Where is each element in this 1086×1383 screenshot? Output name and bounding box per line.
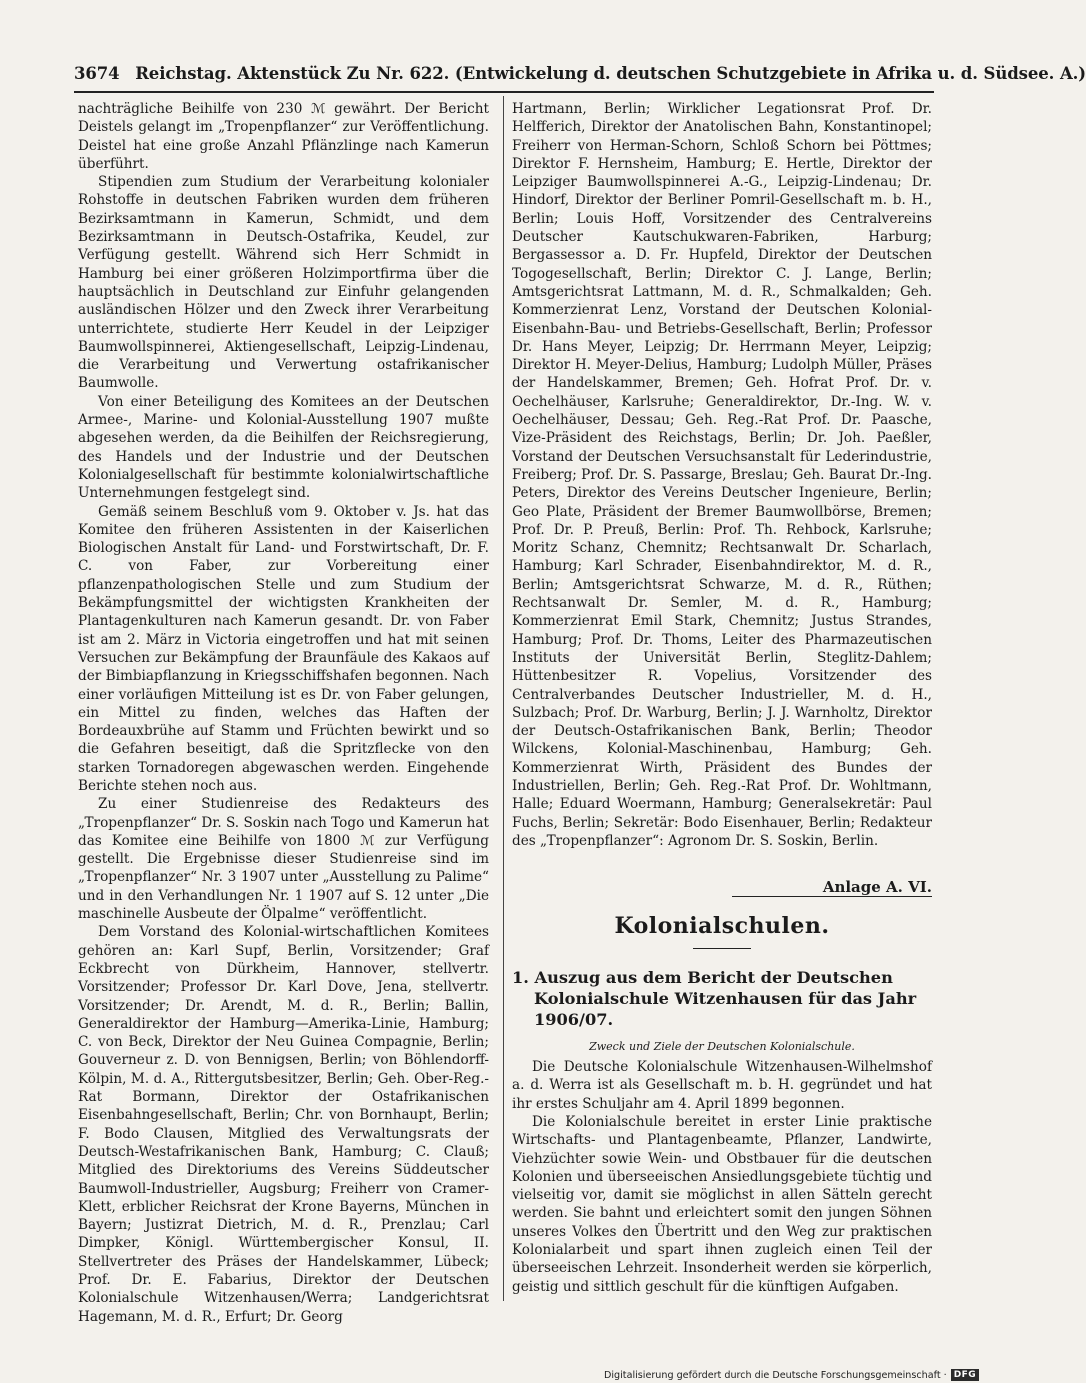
paragraph: Dem Vorstand des Kolonial-wirtschaftlichen Komitees gehören an: Karl Supf, Berlin, Vorsitzender; Graf Eckbrecht von Dürkheim, Hannover, stellvertr. Vorsitzender; Professor Dr. Karl Dove, Jena, stellvertr. Vorsitzender; Dr. Arendt, M. d. R., Berlin; Ballin, Generaldirektor der Hamburg—Amerika-Linie, Hamburg; C. von Beck, Direktor der Neu Guinea Compagnie, Berlin; Gouverneur z. D. von Bennigsen, Berlin; von Böhlendorff-Kölpin, M. d. A., Rittergutsbesitzer, Berlin; Geh. Ober-Reg.-Rat Bormann, Direktor der Ostafrikanischen Eisenbahngesellschaft, Berlin; Chr. von Bornhaupt, Berlin; F. Bodo Clausen, Mitglied des Verwaltungsrats der Deutsch-Westafrikanischen Bank, Hamburg; C. Clauß; Mitglied des Direktoriums des Vereins Süddeutscher Baumwoll-Industrieller, Augsburg; Freiherr von Cramer-Klett, erblicher Reichsrat der Krone Bayerns, München in Bayern; Justizrat Dietrich, M. d. R., Prenzlau; Carl Dimpker, Königl. Württembergischer Konsul, II. Stellvertreter des Präses der Handelskammer, Lübeck; Prof. Dr. E. Fabarius, Direktor der Deutschen Kolonialschule Witzenhausen/Werra; Landgerichtsrat Hagemann, M. d. R., Erfurt; Dr. Georg: [78, 924, 489, 1325]
page-number: 3674: [74, 64, 120, 83]
paragraph: nachträgliche Beihilfe von 230 ℳ gewährt. Der Bericht Deistels gelangt im „Tropenpflanzer“ zur Veröffentlichung. Deistel hat eine große Anzahl Pflänzlinge nach Kamerun überführt.: [78, 101, 489, 172]
footer-text: Digitalisierung gefördert durch die Deutsche Forschungsgemeinschaft ·: [604, 1369, 947, 1381]
left-column: [78, 100, 489, 1326]
header-rule: [74, 91, 934, 93]
subsection-title: 1. Auszug aus dem Bericht der Deutschen Kolonialschule Witzenhausen für das Jahr 1906/07.: [512, 967, 917, 1029]
paragraph: Die Kolonialschule bereitet in erster Linie praktische Wirtschafts- und Plantagenbeamte, Pflanzer, Landwirte, Viehzüchter sowie Wein- und Obstbauer für die deutschen Kolonien und überseeischen Ansiedlungsgebiete tüchtig und vielseitig vor, damit sie möglichst in allen Sätteln gerecht werden. Sie bahnt und erleichtert somit den jungen Söhnen unseres Volkes den Übertritt und den Weg zur praktischen Kolonialarbeit und spart ihnen zugleich einen Teil der überseeischen Lehrzeit. Insonderheit werden sie körperlich, geistig und sittlich geschult für die künftigen Aufgaben.: [512, 1113, 932, 1295]
paragraph: Von einer Beteiligung des Komitees an der Deutschen Armee-, Marine- und Kolonial-Ausstellung 1907 mußte abgesehen werden, da die Beihilfen der Reichsregierung, des Handels und der Industrie und der Deutschen Kolonialgesellschaft für bestimmte kolonialwirtschaftliche Unternehmungen festgelegt sind.: [78, 393, 489, 502]
section-rule: [693, 948, 751, 949]
paragraph: Zu einer Studienreise des Redakteurs des „Tropenpflanzer“ Dr. S. Soskin nach Togo und Kamerun hat das Komitee eine Beihilfe von 1800 ℳ zur Verfügung gestellt. Die Ergebnisse dieser Studienreise sind im „Tropenpflanzer“ Nr. 3 1907 unter „Ausstellung zu Palime“ und in den Verhandlungen Nr. 1 1907 auf S. 12 unter „Die maschinelle Ausbeute der Ölpalme“ veröffentlicht.: [78, 796, 489, 923]
paragraph: Stipendien zum Studium der Verarbeitung kolonialer Rohstoffe in deutschen Fabriken wurden dem früheren Bezirksamtmann in Kamerun, Schmidt, und dem Bezirksamtmann in Deutsch-Ostafrika, Keudel, zur Verfügung gestellt. Während sich Herr Schmidt in Hamburg bei einer größeren Holzimportfirma über die hauptsächlich in Deutschland zur Einfuhr gelangenden ausländischen Hölzer und den Zweck ihrer Verarbeitung unterrichtete, studierte Herr Keudel in der Leipziger Baumwollspinnerei, Aktiengesellschaft, Leipzig-Lindenau, die Verarbeitung und Verwertung ostafrikanischer Baumwolle.: [78, 174, 489, 392]
section-title: Kolonialschulen.: [614, 913, 830, 940]
paragraph: Hartmann, Berlin; Wirklicher Legationsrat Prof. Dr. Helfferich, Direktor der Anatolischen Bahn, Konstantinopel; Freiherr von Herman-Schorn, Schloß Schorn bei Pöttmes; Direktor F. Hernsheim, Hamburg; E. Hertle, Direktor der Leipziger Baumwollspinnerei A.-G., Leipzig-Lindenau; Dr. Hindorf, Direktor der Berliner Pomril-Gesellschaft m. b. H., Berlin; Louis Hoff, Vorsitzender des Centralvereins Deutscher Kautschukwaren-Fabriken, Harburg; Bergassessor a. D. Fr. Hupfeld, Direktor der Deutschen Togogesellschaft, Berlin; Direktor C. J. Lange, Berlin; Amtsgerichtsrat Lattmann, M. d. R., Schmalkalden; Geh. Kommerzienrat Lenz, Vorstand der Deutschen Kolonial-Eisenbahn-Bau- und Betriebs-Gesellschaft, Berlin; Professor Dr. Hans Meyer, Leipzig; Dr. Herrmann Meyer, Leipzig; Direktor H. Meyer-Delius, Hamburg; Ludolph Müller, Präses der Handelskammer, Bremen; Geh. Hofrat Prof. Dr. v. Oechelhäuser, Karlsruhe; Generaldirektor, Dr.-Ing. W. v. Oechelhäuser, Dessau; Geh. Reg.-Rat Prof. Dr. Paasche, Vize-Präsident des Reichstags, Berlin; Dr. Joh. Paeßler, Vorstand der Deutschen Versuchsanstalt für Lederindustrie, Freiberg; Prof. Dr. S. Passarge, Breslau; Geh. Baurat Dr.-Ing. Peters, Direktor des Vereins Deutscher Ingenieure, Berlin; Geo Plate, Präsident der Bremer Baumwollbörse, Bremen; Prof. Dr. P. Preuß, Berlin: Prof. Th. Rehbock, Karlsruhe; Moritz Schanz, Chemnitz; Rechtsanwalt Dr. Scharlach, Hamburg; Karl Schrader, Eisenbahndirektor, M. d. R., Berlin; Amtsgerichtsrat Schwarze, M. d. R., Rüthen; Rechtsanwalt Dr. Semler, M. d. R., Hamburg; Kommerzienrat Emil Stark, Chemnitz; Justus Strandes, Hamburg; Prof. Dr. Thoms, Leiter des Pharmazeutischen Instituts der Universität Berlin, Steglitz-Dahlem; Hüttenbesitzer R. Vopelius, Vorsitzender des Centralverbandes Deutscher Industrieller, M. d. H., Sulzbach; Prof. Dr. Warburg, Berlin; J. J. Warnholtz, Direktor der Deutsch-Ostafrikanischen Bank, Berlin; Theodor Wilckens, Kolonial-Maschinenbau, Hamburg; Geh. Kommerzienrat Wirth, Präsident des Bundes der Industriellen, Berlin; Geh. Reg.-Rat Prof. Dr. Wohltmann, Halle; Eduard Woermann, Hamburg; Generalsekretär: Paul Fuchs, Berlin; Sekretär: Bodo Eisenhauer, Berlin; Redakteur des „Tropenpflanzer“: Agronom Dr. S. Soskin, Berlin.: [512, 101, 932, 849]
header-title: Reichstag. Aktenstück Zu Nr. 622. (Entwickelung d. deutschen Schutzgebiete in Afrika u. d. Südsee. A.): [135, 64, 1086, 83]
appendix-label: Anlage A. VI.: [822, 878, 932, 897]
page-header: [74, 64, 1086, 90]
column-separator: [503, 96, 504, 1301]
dfg-logo: DFG: [951, 1369, 980, 1381]
appendix-rule: [732, 896, 932, 897]
paragraph: Gemäß seinem Beschluß vom 9. Oktober v. Js. hat das Komitee den früheren Assistenten in der Kaiserlichen Biologischen Anstalt für Land- und Forstwirtschaft, Dr. F. C. von Faber, zur Vorbereitung einer pflanzenpathologischen Stelle und zum Studium der Bekämpfungsmittel der wichtigsten Krankheiten der Plantagenkulturen nach Kamerun gesandt. Dr. von Faber ist am 2. März in Victoria eingetroffen und hat mit seinen Versuchen zur Bekämpfung der Braunfäule des Kakaos auf der Bimbiapflanzung in Kriegsschiffshafen begonnen. Nach einer vorläufigen Mitteilung ist es Dr. von Faber gelungen, ein Mittel zu finden, welches das Haften der Bordeauxbrühe auf Stamm und Früchten bewirkt und so die Gefahren beseitigt, daß die Spritzflecke von den starken Tornadoregen abgewaschen werden. Eingehende Berichte stehen noch aus.: [78, 503, 489, 794]
right-column: [512, 100, 932, 1296]
paragraph: Die Deutsche Kolonialschule Witzenhausen-Wilhelmshof a. d. Werra ist als Gesellschaft m. b. H. gegründet und hat ihr erstes Schuljahr am 4. April 1899 begonnen.: [512, 1059, 932, 1112]
small-heading: Zweck und Ziele der Deutschen Kolonialschule.: [589, 1039, 855, 1053]
footer-credit: [604, 1368, 979, 1382]
